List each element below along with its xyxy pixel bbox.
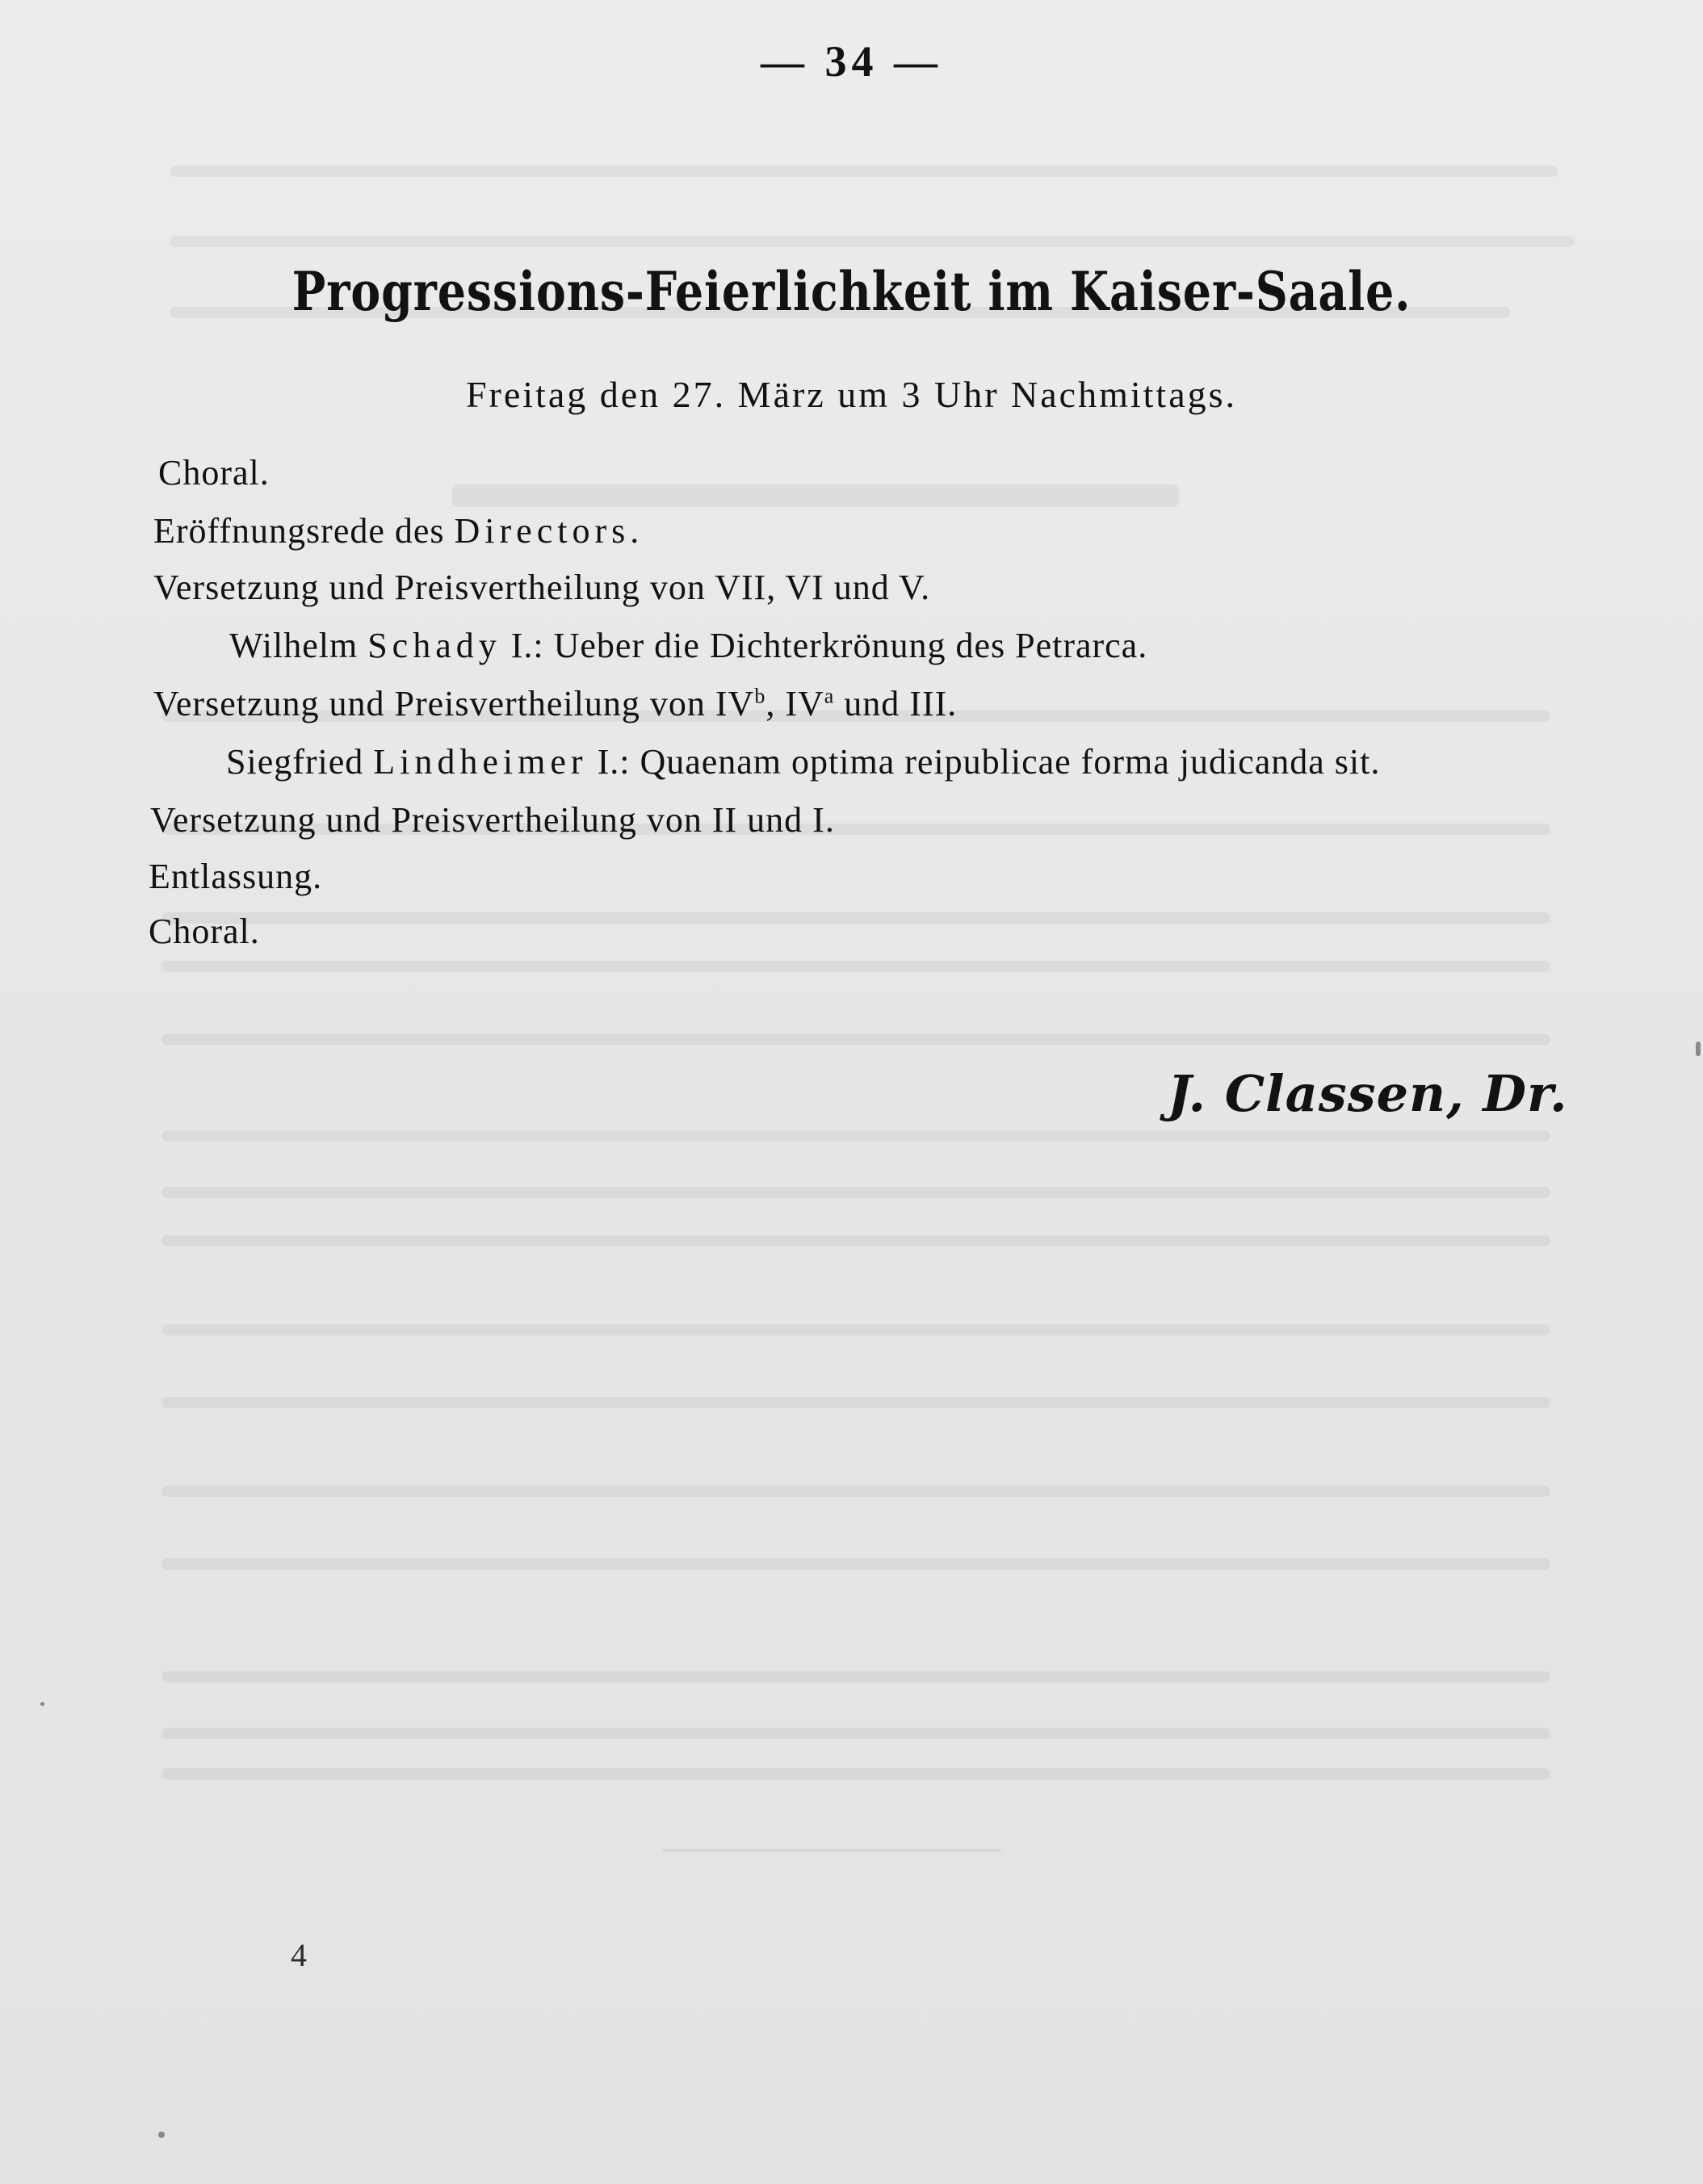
class-superscript: a: [824, 684, 835, 708]
program-item-text: I.: Quaenam optima reipublicae forma judicanda sit.: [587, 742, 1381, 782]
program-item-opening-speech: [153, 510, 640, 551]
program-item-promotion-middle: [153, 683, 957, 724]
program-item-promotion-upper: Versetzung und Preisvertheilung von II und I.: [150, 800, 835, 840]
signature: J. Classen, Dr.: [1168, 1064, 1568, 1123]
page-number: — 34 —: [761, 37, 942, 86]
program-item-promotion-lower: Versetzung und Preisvertheilung von VII, VI und V.: [153, 568, 931, 607]
program-item-text: Wilhelm: [229, 626, 368, 665]
signature-mark: 4: [291, 1937, 307, 1973]
class-superscript: b: [754, 684, 766, 708]
program-item-speech-lindheimer: [226, 741, 1380, 782]
program-item-text: Eröffnungsrede des: [153, 511, 455, 551]
program-item-text: .: [630, 511, 640, 551]
program-item-dismissal: Entlassung.: [149, 857, 323, 896]
program-item-speech-schady: [229, 625, 1147, 666]
paper-speck: [1696, 1042, 1701, 1056]
program-item-name: Schady: [367, 626, 501, 665]
program-item-text: Versetzung und Preisvertheilung von IV: [153, 684, 755, 723]
program-item-choral-closing: Choral.: [149, 912, 260, 951]
paper-speck: [40, 1702, 44, 1706]
program-item-text: I.: Ueber die Dichterkrönung des Petrarca.: [501, 626, 1148, 665]
program-item-text: und III.: [834, 684, 958, 723]
program-item-name: Directors: [454, 511, 631, 551]
program-item-text: Siegfried: [226, 742, 374, 782]
program-item-text: , IV: [766, 684, 824, 723]
paper-speck: [158, 2132, 165, 2138]
program-item-name: Lindheimer: [373, 742, 588, 782]
page-title: Progressions-Feierlichkeit im Kaiser-Saale.: [292, 260, 1411, 323]
event-date: Freitag den 27. März um 3 Uhr Nachmittags.: [465, 374, 1238, 415]
program-item-choral-opening: Choral.: [158, 453, 270, 493]
